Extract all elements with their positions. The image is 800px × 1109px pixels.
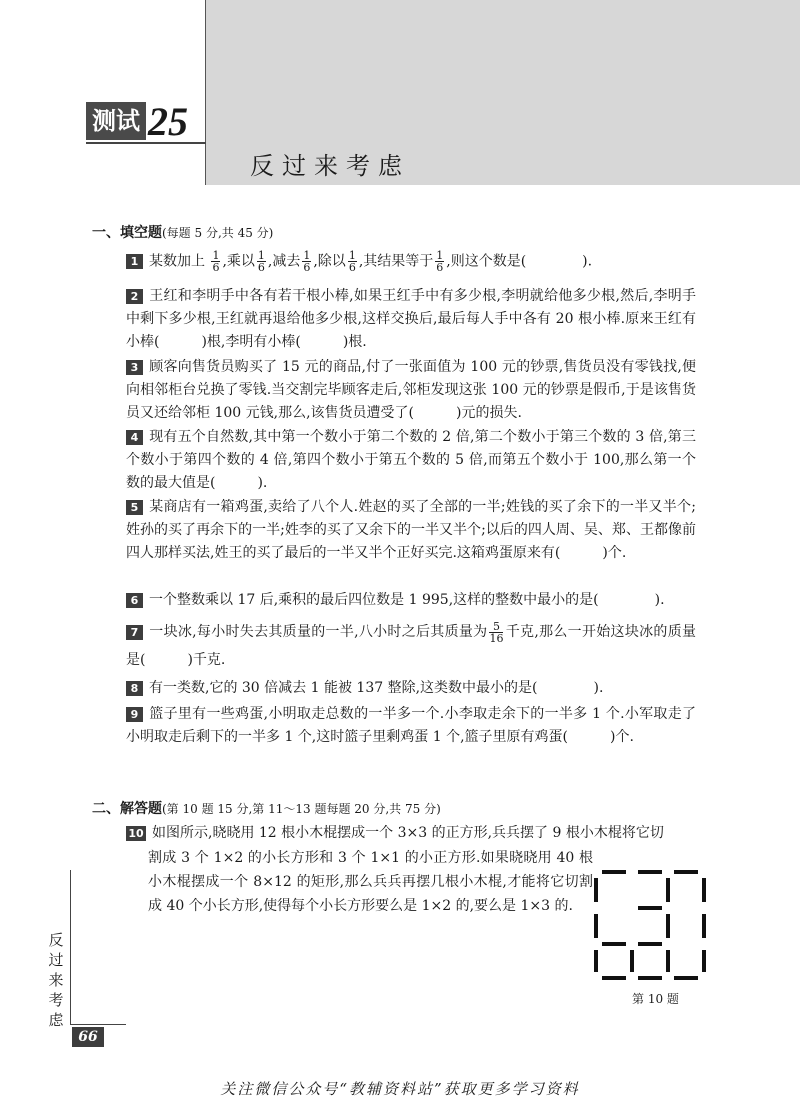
q3-text: 顾客向售货员购买了 15 元的商品,付了一张面值为 100 元的钞票,售货员没有零钱找,便向相邻柜台兑换了零钱.当交割完毕顾客走后,邻柜发现这张 100 元的钞票是假币,于是该售货员又还给邻柜 100 元钱,那么,该售货员遭受了( )元的损失. (126, 359, 696, 421)
side-chapter-label: 反过来考虑 (48, 931, 64, 1029)
question-number: 9 (126, 707, 143, 722)
question-3 (126, 356, 696, 425)
question-number: 3 (126, 360, 143, 375)
question-2 (126, 285, 696, 354)
footer-note: 关注微信公众号“教辅资料站”获取更多学习资料 (220, 1080, 580, 1098)
q8-text: 有一类数,它的 30 倍减去 1 能被 137 整除,这类数中最小的是( ). (149, 680, 604, 696)
side-rule (70, 870, 71, 1025)
test-number: 25 (148, 99, 188, 144)
question-8 (126, 677, 696, 700)
question-number: 7 (126, 625, 143, 640)
section1-heading (92, 222, 273, 242)
question-number: 2 (126, 289, 143, 304)
question-1: 1 某数加上 $\frac{1}{6}$ ,乘以 $\frac{1}{6}$ ,减去 $\frac{1}{6}$ ,除以 $\frac{1}{6}$ ,其结果等于 $\frac{1}{6}$ ,则这个数是( ). (126, 250, 696, 274)
question-number: 5 (126, 500, 143, 515)
test-label-text: 测试 (86, 102, 146, 140)
q7-text: 一块冰,每小时失去其质量的一半,八小时之后其质量为 (149, 624, 488, 640)
footer-rule (70, 1024, 126, 1025)
matchstick-figure (592, 866, 712, 984)
q6-text: 一个整数乘以 17 后,乘积的最后四位数是 1 995,这样的整数中最小的是( ). (149, 592, 665, 608)
fraction-five-sixteenths: $\frac{5}{16}$ (489, 619, 504, 645)
section1-note: (每题 5 分,共 45 分) (162, 226, 274, 240)
question-4 (126, 426, 696, 495)
page-number: 66 (72, 1027, 104, 1047)
question-number: 10 (126, 826, 146, 841)
page-title: 反过来考虑 (250, 152, 410, 180)
section1-title: 一、填空题 (92, 225, 162, 241)
fraction-one-sixth: $\frac{1}{6}$ (303, 249, 311, 274)
fraction-one-sixth: $\frac{1}{6}$ (348, 249, 356, 274)
question-10-line1 (126, 822, 696, 845)
q10-rest: 割成 3 个 1×2 的小长方形和 3 个 1×1 的小正方形.如果晓晓用 40 根小木棍摆成一个 8×12 的矩形,那么兵兵再摆几根小木棍,才能将它切割成 40 个小长方形,使得每个小长方形要么是 1×2 的,要么是 1×3 的. (148, 850, 593, 914)
section2-title: 二、解答题 (92, 801, 162, 817)
section2-note: (第 10 题 15 分,第 11～13 题每题 20 分,共 75 分) (162, 802, 441, 816)
figure-caption: 第 10 题 (632, 992, 679, 1006)
q5-text: 某商店有一箱鸡蛋,卖给了八个人.姓赵的买了全部的一半;姓钱的买了余下的一半又半个;姓孙的买了再余下的一半;姓李的买了又余下的一半又半个;以后的四人周、吴、郑、王都像前四人那样买法,姓王的买了最后的一半又半个正好买完.这箱鸡蛋原来有( )个. (126, 499, 696, 561)
question-10-rest (148, 846, 593, 918)
test-label (86, 99, 188, 144)
q1-text: 某数加上 (149, 253, 205, 270)
q9-text: 篮子里有一些鸡蛋,小明取走总数的一半多一个.小李取走余下的一半多 1 个.小军取走了小明取走后剩下的一半多 1 个,这时篮子里剩鸡蛋 1 个,篮子里原有鸡蛋( )个. (126, 706, 696, 745)
header-rule (86, 142, 206, 144)
question-6 (126, 589, 696, 612)
question-number: 4 (126, 430, 143, 445)
question-9 (126, 703, 696, 749)
fraction-one-sixth: $\frac{1}{6}$ (257, 249, 265, 274)
question-7: 7 一块冰,每小时失去其质量的一半,八小时之后其质量为 $\frac{5}{16}$ 千克,那么一开始这块冰的质量是( )千克. (126, 619, 696, 668)
question-number: 8 (126, 681, 143, 696)
q4-text: 现有五个自然数,其中第一个数小于第二个数的 2 倍,第二个数小于第三个数的 3 倍,第三个数小于第四个数的 4 倍,第四个数小于第五个数的 5 倍,而第五个数小于 100,那么第一个数的最大值是( ). (126, 429, 696, 491)
question-number: 1 (126, 254, 143, 269)
question-5 (126, 496, 696, 565)
section2-heading (92, 798, 441, 818)
q2-text: 王红和李明手中各有若干根小棒,如果王红手中有多少根,李明就给他多少根,然后,李明手中剩下多少根,王红就再退给他多少根,这样交换后,最后每人手中各有 20 根小棒.原来王红有小棒( )根,李明有小棒( )根. (126, 288, 696, 350)
q10-line1: 如图所示,晓晓用 12 根小木棍摆成一个 3×3 的正方形,兵兵摆了 9 根小木棍将它切 (152, 825, 664, 841)
fraction-one-sixth: $\frac{1}{6}$ (436, 249, 444, 274)
question-number: 6 (126, 593, 143, 608)
fraction-one-sixth: $\frac{1}{6}$ (212, 249, 220, 274)
